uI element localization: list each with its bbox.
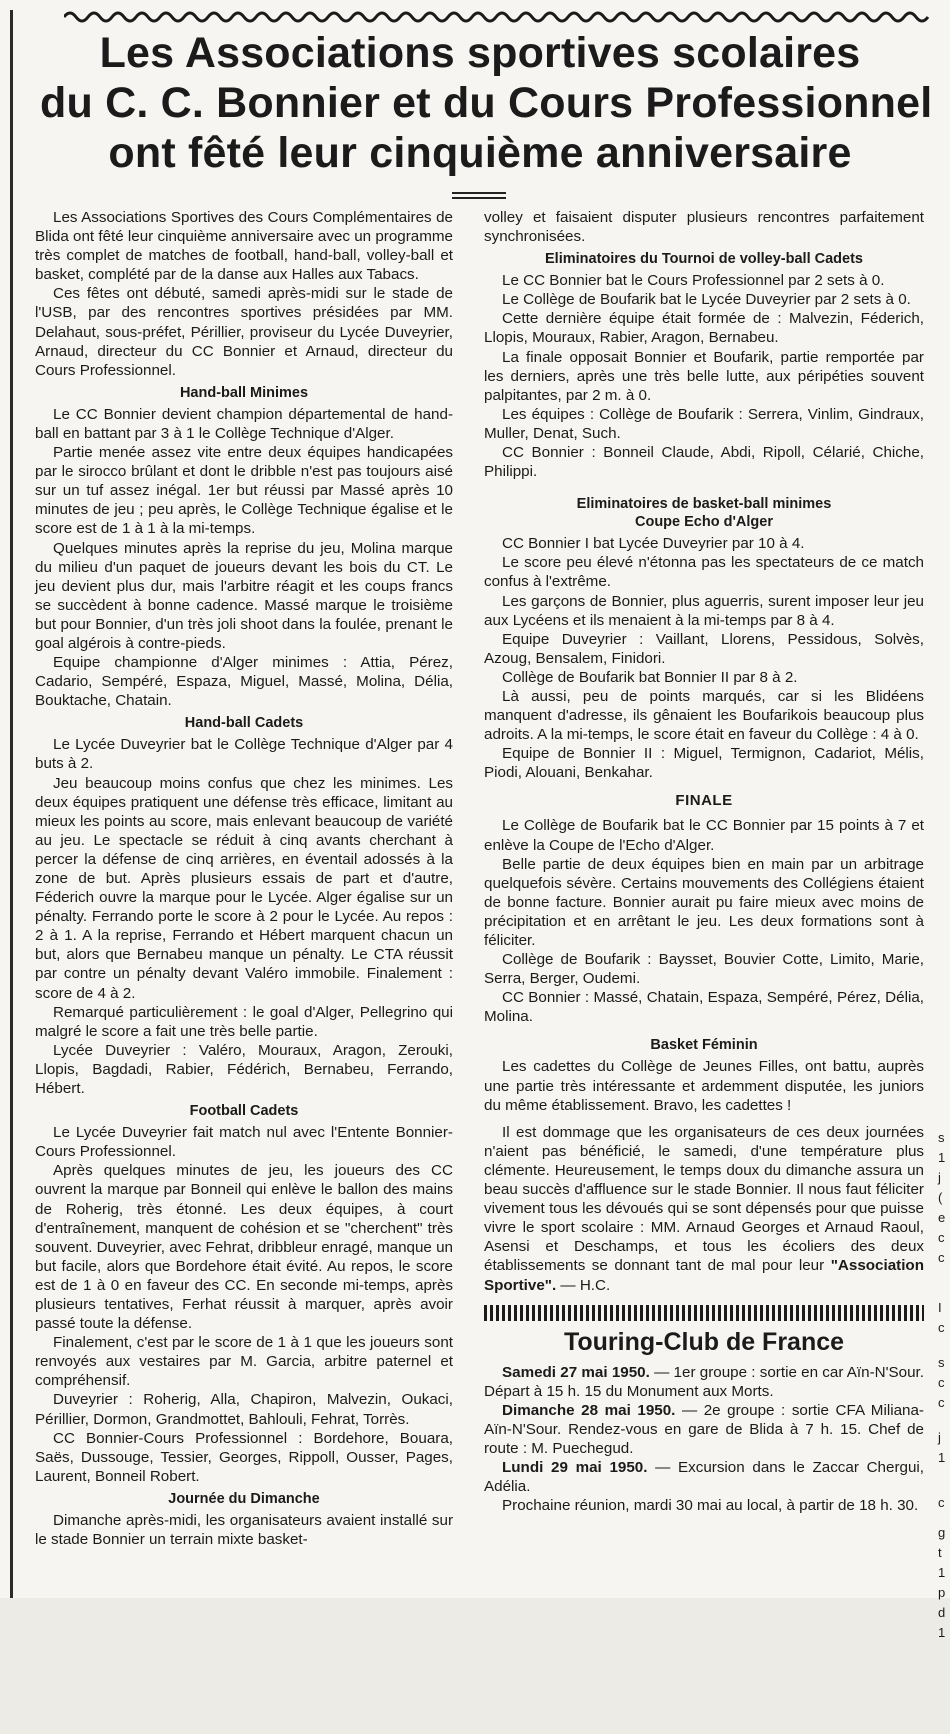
paragraph: Collège de Boufarik bat Bonnier II par 8 à 2. (502, 668, 798, 686)
paragraph-text: — 2e groupe : sortie CFA Miliana-Aïn-N'Sour. Rendez-vous en gare de Blida à 7 h. 15. Chef de route : M. Puechegud. (484, 1401, 924, 1457)
headline-rule-2 (452, 197, 506, 199)
paragraph: Le Lycée Duveyrier fait match nul avec l'Entente Bonnier-Cours Professionnel. (35, 1124, 453, 1161)
paragraph: Partie menée assez vite entre deux équipes handicapées par le sirocco brûlant et dont le dribble n'est pas toujours aisé sur un tuf assez inégal. 1er but réussi par Massé après 10 minutes de jeu ; peu après, le Collège Technique égalise et le score est de 1 à 1 à la mi-temps. (35, 444, 453, 538)
paragraph (484, 1363, 924, 1401)
edge-letter: 1 (938, 1150, 946, 1165)
paragraph: Equipe de Bonnier II : Miguel, Termignon, Cadariot, Mélis, Piodi, Alouani, Benkahar. (484, 745, 924, 782)
edge-letter: p (938, 1585, 946, 1600)
edge-letter: e (938, 1210, 946, 1225)
paragraph: Duveyrier : Roherig, Alla, Chapiron, Malvezin, Oukaci, Périllier, Dormon, Grandmottet, Bahlouli, Fehrat, Torrès. (35, 1391, 453, 1428)
edge-letter: j (938, 1430, 941, 1445)
touring-club-title: Touring-Club de France (563, 1327, 845, 1356)
right-edge-fragment (936, 0, 950, 1734)
section-heading: Basket Féminin (650, 1037, 758, 1054)
section-subheading: Coupe Echo d'Alger (635, 514, 773, 531)
edge-letter: t (938, 1545, 942, 1560)
page-bottom-margin (0, 1598, 950, 1734)
paragraph: CC Bonnier-Cours Professionnel : Bordehore, Bouara, Saës, Dussouge, Tessier, Georges, Rippoll, Ousser, Pages, Laurent, Bonneil Robert. (35, 1429, 453, 1485)
paragraph: Equipe championne d'Alger minimes : Attia, Pérez, Cadario, Sempéré, Espaza, Miguel, Massé, Molina, Délia, Bouktache, Chatain. (35, 654, 453, 710)
section-heading: Eliminatoires du Tournoi de volley-ball Cadets (545, 251, 863, 268)
edge-letter: c (938, 1320, 945, 1335)
edge-letter: I (938, 1300, 942, 1315)
paragraph: Les cadettes du Collège de Jeunes Filles, ont battu, auprès une partie très intéressante et ardemment disputée, les juniors du même établissement. Bravo, les cadettes ! (484, 1058, 924, 1114)
paragraph: Les équipes : Collège de Boufarik : Serrera, Vinlim, Gindraux, Muller, Denat, Such. (484, 405, 924, 442)
paragraph: Le CC Bonnier bat le Cours Professionnel par 2 sets à 0. (502, 272, 885, 290)
edge-letter: c (938, 1250, 945, 1265)
edge-letter: ( (938, 1190, 943, 1205)
edge-letter: s (938, 1355, 945, 1370)
edge-letter: j (938, 1170, 941, 1185)
section-heading: FINALE (675, 792, 733, 810)
paragraph: Là aussi, peu de points marqués, car si les Blidéens manquent d'adresse, ils gênaient les Boufarikois beaucoup plus adroits. A la mi-temps, le score était en faveur du Collège : 4 à 0. (484, 687, 924, 744)
headline-line-2: du C. C. Bonnier et du Cours Professionnel (40, 79, 933, 127)
section-heading: Football Cadets (189, 1103, 299, 1120)
article-headline (40, 28, 933, 178)
paragraph: Le Collège de Boufarik bat le Lycée Duveyrier par 2 sets à 0. (502, 291, 911, 309)
paragraph: Lycée Duveyrier : Valéro, Mouraux, Aragon, Zerouki, Llopis, Bagdadi, Rabier, Fédérich, Bernabeu, Ferrando, Hébert. (35, 1041, 453, 1098)
paragraph (484, 1458, 924, 1496)
paragraph: La finale opposait Bonnier et Boufarik, partie remportée par les derniers, après une très belle lutte, aux péripéties souvent palpitantes, par 2 m. à 0. (484, 348, 924, 404)
edge-letter: 1 (938, 1565, 946, 1580)
headline-rule (452, 192, 506, 194)
paragraph: Les Associations Sportives des Cours Complémentaires de Blida ont fêté leur cinquième anniversaire avec un programme très complet de matches de football, hand-ball, volley-ball et basket, complété par de la danse aux Halles aux Tabacs. (35, 209, 453, 284)
headline-line-3: ont fêté leur cinquième anniversaire (108, 129, 852, 177)
paragraph: Equipe Duveyrier : Vaillant, Llorens, Pessidous, Solvès, Azoug, Bensalem, Finidori. (484, 630, 924, 667)
edge-letter: c (938, 1395, 945, 1410)
left-column (35, 208, 453, 1549)
section-heading: Hand-ball Cadets (184, 715, 304, 732)
section-heading: Hand-ball Minimes (179, 384, 309, 401)
paragraph: Les garçons de Bonnier, plus aguerris, surent imposer leur jeu aux Lycéens et ils menaient à la mi-temps par 8 à 4. (484, 592, 924, 629)
paragraph: CC Bonnier : Bonneil Claude, Abdi, Ripoll, Célarié, Chiche, Philippi. (484, 444, 924, 481)
paragraph: Cette dernière équipe était formée de : Malvezin, Féderich, Llopis, Mouraux, Rabier, Aragon, Bernabeu. (484, 310, 924, 347)
paragraph-text: Il est dommage que les organisateurs de ces deux journées n'aient pas bénéficié, le samedi, d'une température plus clémente. Heureusement, le temps doux du dimanche assura un beau succès d'affluence sur le stade Bonnier. Il nous faut féliciter vivement tous les dévoués qui se sont dépensés pour que puisse vivre le sport scolaire : MM. Arnaud Georges et Arnaud Raoul, Asensi et Deschamps, et tous les écoliers des deux établissements se donnant tant de mal pour leur (484, 1123, 924, 1275)
section-heading: Eliminatoires de basket-ball minimes (576, 496, 832, 513)
paragraph: CC Bonnier I bat Lycée Duveyrier par 10 à 4. (502, 535, 805, 553)
signature: — H.C. (556, 1276, 611, 1294)
paragraph (484, 1123, 924, 1295)
headline-line-1: Les Associations sportives scolaires (99, 29, 861, 77)
paragraph: Après quelques minutes de jeu, les joueurs des CC ouvrent la marque par Bonneil qui enlève le ballon des mains de Roherig, très étonné. Les deux équipes, à court d'entraînement, manquent de cohésion et se "cherchent" très souvent. Duveyrier, avec Fehrat, dribbleur enragé, manque un but facile, alors que Bordehore était évité. Au repos, le score est de 1 à 0 en faveur des CC. En seconde mi-temps, après plusieurs tentatives, Ferhat réussit à marquer, après avoir passé toute la défense. (35, 1162, 453, 1333)
paragraph: Belle partie de deux équipes bien en main par un arbitrage quelquefois sévère. Certains mouvements des Collégiens étaient de bonne facture. Bonnier aurait pu faire mieux avec moins de précipitation et en arrêtant le jeu. Les deux formations sont à féliciter. (484, 855, 924, 949)
edge-letter: c (938, 1230, 945, 1245)
separator-bar (484, 1305, 924, 1321)
date-label: Lundi 29 mai 1950. (502, 1459, 648, 1477)
edge-letter: c (938, 1495, 945, 1510)
edge-letter: s (938, 1130, 945, 1145)
paragraph: CC Bonnier : Massé, Chatain, Espaza, Sempéré, Pérez, Délia, Molina. (484, 989, 924, 1026)
paragraph: Quelques minutes après la reprise du jeu, Molina marque du milieu d'un paquet de joueurs devant les bois du CT. Le jeu devient plus dur, mais l'arbitre réagit et les coups francs se succèdent à bonne cadence. Massé marque le troisième but pour Bonnier, d'un très joli shoot dans la foulée, prenant le goal algérois à contre-pieds. (35, 539, 453, 652)
date-label: Samedi 27 mai 1950. (502, 1363, 650, 1381)
edge-letter: g (938, 1525, 946, 1540)
edge-letter: c (938, 1375, 945, 1390)
paragraph: Dimanche après-midi, les organisateurs avaient installé sur le stade Bonnier un terrain mixte basket- (35, 1511, 453, 1548)
paragraph: Le score peu élevé n'étonna pas les spectateurs de ce match confus à l'extrême. (484, 554, 924, 591)
paragraph: Finalement, c'est par le score de 1 à 1 que les joueurs sont renvoyés aux vestaires par M. Garcia, arbitre paternel et compréhensif. (35, 1334, 453, 1390)
section-heading: Journée du Dimanche (168, 1490, 320, 1507)
paragraph: Le CC Bonnier devient champion départemental de hand-ball en battant par 3 à 1 le Collège Technique d'Alger. (35, 405, 453, 442)
right-column (484, 208, 924, 1515)
wavy-border-top (64, 6, 930, 28)
edge-letter: 1 (938, 1625, 946, 1640)
paragraph (484, 1401, 924, 1458)
paragraph: Le Lycée Duveyrier bat le Collège Technique d'Alger par 4 buts à 2. (35, 736, 453, 773)
paragraph: Ces fêtes ont débuté, samedi après-midi sur le stade de l'USB, par des rencontres sportives présidées par MM. Delahaut, sous-préfet, Périllier, proviseur du Lycée Duveyrier, Arnaud, directeur du CC Bonnier et Arnaud, directeur du Cours Professionnel. (35, 285, 453, 379)
paragraph: Le Collège de Boufarik bat le CC Bonnier par 15 points à 7 et enlève la Coupe de l'Echo d'Alger. (484, 817, 924, 854)
edge-letter: d (938, 1605, 946, 1620)
date-label: Dimanche 28 mai 1950. (502, 1401, 676, 1419)
association-sportive-quote: "Association Sportive". (484, 1257, 924, 1294)
edge-letter: 1 (938, 1450, 946, 1465)
paragraph-text: — 1er groupe : sortie en car Aïn-N'Sour. Départ à 15 h. 15 du Monument aux Morts. (484, 1363, 924, 1400)
paragraph: Collège de Boufarik : Baysset, Bouvier Cotte, Limito, Marie, Serra, Berger, Oudemi. (484, 951, 924, 988)
paragraph: Remarqué particulièrement : le goal d'Alger, Pellegrino qui malgré le score a fait une très belle partie. (35, 1003, 453, 1040)
paragraph: Jeu beaucoup moins confus que chez les minimes. Les deux équipes pratiquent une défense très efficace, limitant au mieux les points au score, mais enlevant beaucoup de variété au jeu. Le spectacle se réduit à cinq avants cherchant à percer la défense de cinq arrières, en éventail adossés à la zone de but. Après plusieurs essais de part et d'autre, Féderich ouvre la marque pour le Lycée. Alger égalise sur un pénalty. Ferrando porte le score à 2 pour le Lycée. Au repos : 2 à 1. A la reprise, Ferrando et Hébert marquent chacun un but, alors que Bernabeu manque un pénalty. Le CTA réussit par contre un pénalty devant Valéro immobile. Finalement : score de 4 à 2. (35, 774, 453, 1002)
paragraph-text: — Excursion dans le Zaccar Chergui, Adélia. (484, 1459, 924, 1496)
paragraph: Prochaine réunion, mardi 30 mai au local, à partir de 18 h. 30. (502, 1497, 919, 1515)
paragraph: volley et faisaient disputer plusieurs rencontres parfaitement synchronisées. (484, 209, 924, 246)
